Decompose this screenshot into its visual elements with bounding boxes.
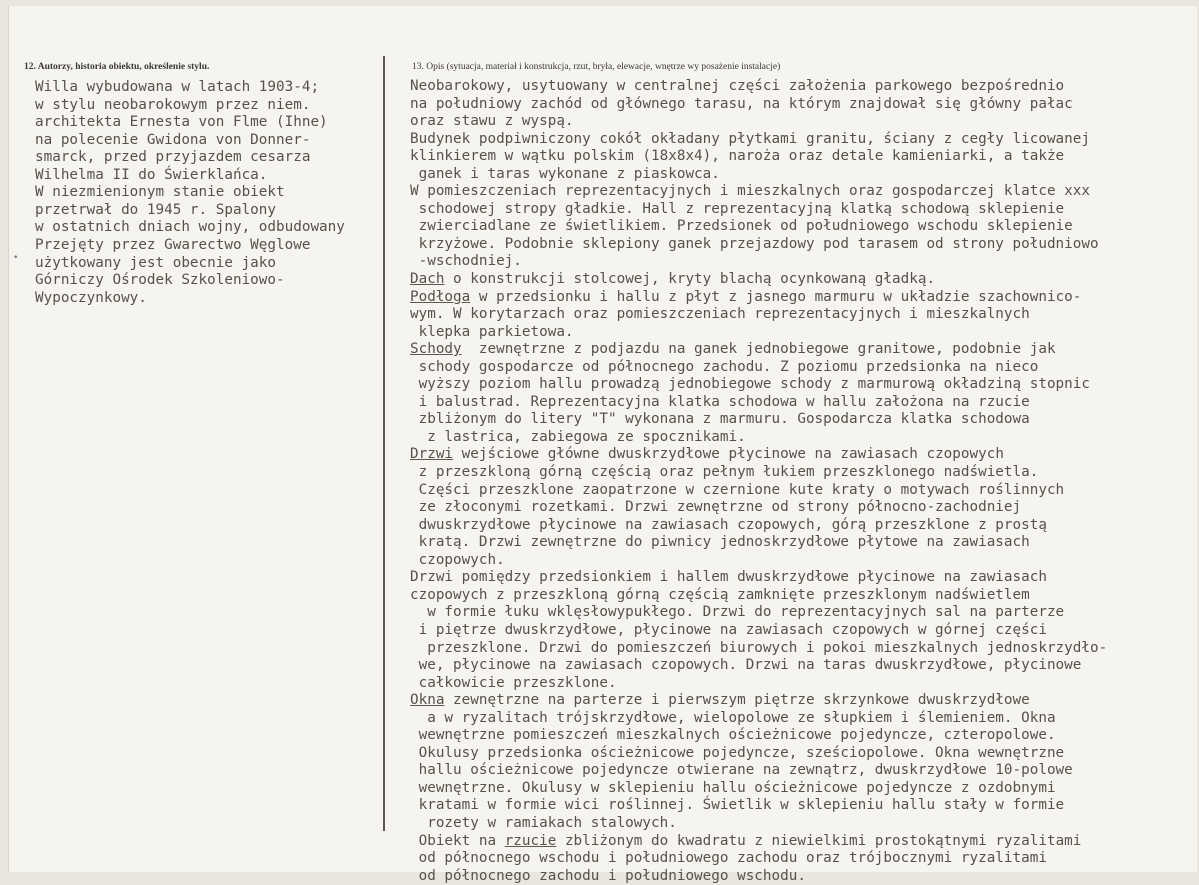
section-keyword: Drzwi: [410, 446, 454, 463]
line-text: i piętrze dwuskrzydłowe, płycinowe na zawiasach czopowych w górnej części: [410, 621, 1047, 638]
line-text: czopowych z przeszkloną górną częścią zamknięte przeszklonym nadświetlem: [410, 586, 1030, 603]
description-line: [410, 815, 1196, 833]
line-text: Części przeszklone zaopatrzone w czernione kute kraty o motywach roślinnych: [410, 481, 1065, 498]
text-line: przetrwał do 1945 r. Spalony: [35, 201, 277, 218]
description-line: [410, 236, 1196, 254]
description-line: [410, 394, 1196, 412]
description-line: [410, 552, 1196, 570]
description-line: [410, 780, 1196, 798]
line-text: kratami w formie wici roślinnej. Świetlik w sklepieniu hallu stały w formie: [410, 797, 1065, 814]
description-line: [410, 148, 1196, 166]
line-text: klepka parkietowa.: [410, 323, 574, 340]
description-line: [410, 218, 1196, 236]
text-line: W niezmienionym stanie obiekt: [35, 184, 285, 201]
line-text: wejściowe główne dwuskrzydłowe płycinowe na zawiasach czopowych: [453, 446, 1004, 463]
line-text: z przeszkloną górną częścią oraz pełnym łukiem przeszklonego nadświetla.: [410, 464, 1039, 481]
text-line: Górniczy Ośrodek Szkoleniowo-: [35, 272, 285, 289]
line-text: z lastrica, zabiegowa ze spocznikami.: [410, 428, 746, 445]
text-line: na polecenie Gwidona von Donner-: [35, 131, 311, 148]
description-line: [410, 446, 1196, 464]
line-text: ze złoconymi rozetkami. Drzwi zewnętrzne od strony północno-zachodniej: [410, 499, 1022, 516]
line-text: wym. W korytarzach oraz pomieszczeniach reprezentacyjnych i mieszkalnych: [410, 306, 1030, 323]
description-line: [410, 868, 1196, 885]
line-text: we, płycinowe na zawiasach czopowych. Drzwi na taras dwuskrzydłowe, płycinowe: [410, 657, 1082, 674]
text-line: architekta Ernesta von Flme (Ihne): [35, 114, 328, 131]
line-text: Neobarokowy, usytuowany w centralnej części założenia parkowego bezpośrednio: [410, 78, 1065, 94]
description-line: [410, 359, 1196, 377]
line-text: Obiekt na: [410, 832, 505, 849]
line-text: rozety w ramiakach stalowych.: [410, 814, 677, 831]
line-text: Budynek podpiwniczony cokół okładany płytkami granitu, ściany z cegły licowanej: [410, 130, 1090, 147]
line-text: hallu ościeżnicowe pojedyncze otwierane na zewnątrz, dwuskrzydłowe 10-polowe: [410, 762, 1073, 779]
line-text: klinkierem w wątku polskim (18x8x4), naroża oraz detale kamieniarki, a także: [410, 148, 1065, 165]
description-line: [410, 727, 1196, 745]
text-line: Willa wybudowana w latach 1903-4;: [35, 79, 320, 95]
description-line: [410, 131, 1196, 149]
description-line: [410, 429, 1196, 447]
description-line: [410, 517, 1196, 535]
line-text: ganek i taras wykonane z piaskowca.: [410, 165, 720, 182]
description-line: [410, 745, 1196, 763]
description-line: [410, 587, 1196, 605]
line-text: całkowicie przeszklone.: [410, 674, 617, 691]
description-line: [410, 289, 1196, 307]
description-line: [410, 271, 1196, 289]
line-text: a w ryzalitach trójskrzydłowe, wielopolowe ze słupkiem i ślemieniem. Okna: [410, 709, 1056, 726]
line-text: -wschodniej.: [410, 253, 522, 270]
description-line: [410, 411, 1196, 429]
line-text: Okulusy przedsionka ościeżnicowe pojedyncze, sześciopolowe. Okna wewnętrzne: [410, 744, 1065, 761]
description-line: [410, 640, 1196, 658]
line-text: wewnętrzne pomieszczeń mieszkalnych ościeżnicowe pojedyncze, czteropolowe.: [410, 727, 1056, 744]
text-line: Wilhelma II do Świerklańca.: [35, 166, 268, 183]
section-13-heading: 13. Opis (sytuacja, materiał i konstrukcja, rzut, bryła, elewacje, wnętrze wy posażenie instalacje): [412, 62, 781, 72]
description-line: [410, 341, 1196, 359]
description-line: [410, 464, 1196, 482]
line-text: kratą. Drzwi zewnętrzne do piwnicy jednoskrzydłowe płytowe na zawiasach: [410, 534, 1030, 551]
line-text: czopowych.: [410, 551, 505, 568]
text-line: w ostatnich dniach wojny, odbudowany: [35, 219, 345, 236]
description-line: [410, 253, 1196, 271]
description-line: [410, 797, 1196, 815]
line-text: krzyżowe. Podobnie sklepiony ganek przejazdowy pod tarasem od strony południowo: [410, 235, 1099, 252]
line-text: przeszklone. Drzwi do pomieszczeń biurowych i pokoi mieszkalnych jednoskrzydło-: [410, 639, 1108, 656]
description-line: [410, 604, 1196, 622]
text-line: smarck, przed przyjazdem cesarza: [35, 149, 311, 166]
description-line: [410, 201, 1196, 219]
line-text: Drzwi pomiędzy przedsionkiem i hallem dwuskrzydłowe płycinowe na zawiasach: [410, 569, 1047, 586]
line-text: schodowej stropy gładkie. Hall z reprezentacyjną klatką schodową sklepienie: [410, 200, 1065, 217]
line-text: zewnętrzne z podjazdu na ganek jednobiegowe granitowe, podobnie jak: [461, 341, 1056, 358]
description-line: [410, 657, 1196, 675]
line-text: zbliżonym do litery "T" wykonana z marmuru. Gospodarcza klatka schodowa: [410, 411, 1030, 428]
description-line: [410, 324, 1196, 342]
description-line: [410, 569, 1196, 587]
line-text: zbliżonym do kwadratu z niewielkimi prostokątnymi ryzalitami: [556, 832, 1082, 849]
line-text: wyższy poziom hallu prowadzą jednobiegowe schody z marmurową okładziną stopnic: [410, 376, 1090, 393]
section-keyword: rzucie: [504, 832, 557, 849]
description-line: [410, 113, 1196, 131]
text-line: Przejęty przez Gwarectwo Węglowe: [35, 237, 311, 253]
description-line: [410, 622, 1196, 640]
description-line: [410, 710, 1196, 728]
text-line: Wypoczynkowy.: [35, 289, 147, 306]
section-keyword: Dach: [410, 271, 445, 288]
section-keyword: Podłoga: [410, 288, 471, 305]
line-text: schody gospodarcze od północnego zachodu. Z poziomu przedsionka na nieco: [410, 358, 1039, 375]
line-text: od północnego wschodu i południowego zachodu oraz trójbocznymi ryzalitami: [410, 850, 1047, 867]
line-text: i balustrad. Reprezentacyjna klatka schodowa w hallu założona na rzucie: [410, 393, 1030, 410]
line-text: o konstrukcji stolcowej, kryty blachą ocynkowaną gładką.: [444, 271, 936, 288]
line-text: od północnego zachodu i południowego wschodu.: [410, 867, 806, 884]
line-text: dwuskrzydłowe płycinowe na zawiasach czopowych, górą przeszklone z prostą: [410, 516, 1047, 533]
description-line: [410, 306, 1196, 324]
description-line: [410, 96, 1196, 114]
description-line: [410, 78, 1196, 96]
description-line: [410, 183, 1196, 201]
line-text: w formie łuku wklęsłowypukłego. Drzwi do reprezentacyjnych sal na parterze: [410, 604, 1065, 621]
description-text: [410, 78, 1196, 885]
text-line: użytkowany jest obecnie jako: [35, 254, 277, 271]
description-line: [410, 534, 1196, 552]
text-line: w stylu neobarokowym przez niem.: [35, 96, 311, 113]
description-line: [410, 833, 1196, 851]
description-line: [410, 675, 1196, 693]
line-text: W pomieszczeniach reprezentacyjnych i mieszkalnych oraz gospodarczej klatce xxx: [410, 183, 1090, 200]
description-line: [410, 482, 1196, 500]
column-divider: [383, 56, 385, 831]
description-line: [410, 850, 1196, 868]
line-text: na południowy zachód od głównego tarasu, na którym znajdował się główny pałac: [410, 95, 1073, 112]
description-line: [410, 376, 1196, 394]
line-text: oraz stawu z wyspą.: [410, 113, 574, 130]
description-line: [410, 166, 1196, 184]
margin-mark: •: [13, 253, 19, 263]
line-text: w przedsionku i hallu z płyt z jasnego marmuru w układzie szachownico-: [470, 288, 1082, 305]
current-use-paragraph: [35, 237, 375, 307]
line-text: zwierciadlane ze świetlikiem. Przedsionek od południowego wschodu sklepienie: [410, 218, 1073, 235]
section-keyword: Schody: [410, 341, 462, 358]
history-paragraph: [35, 78, 375, 236]
description-line: [410, 762, 1196, 780]
line-text: wewnętrzne. Okulusy w sklepieniu hallu ościeżnicowe pojedyncze z ozdobnymi: [410, 779, 1056, 796]
description-line: [410, 499, 1196, 517]
section-12-heading: 12. Autorzy, historia obiektu, określenie stylu.: [24, 62, 210, 72]
line-text: zewnętrzne na parterze i pierwszym piętrze skrzynkowe dwuskrzydłowe: [444, 692, 1030, 709]
section-keyword: Okna: [410, 692, 445, 709]
description-line: [410, 692, 1196, 710]
